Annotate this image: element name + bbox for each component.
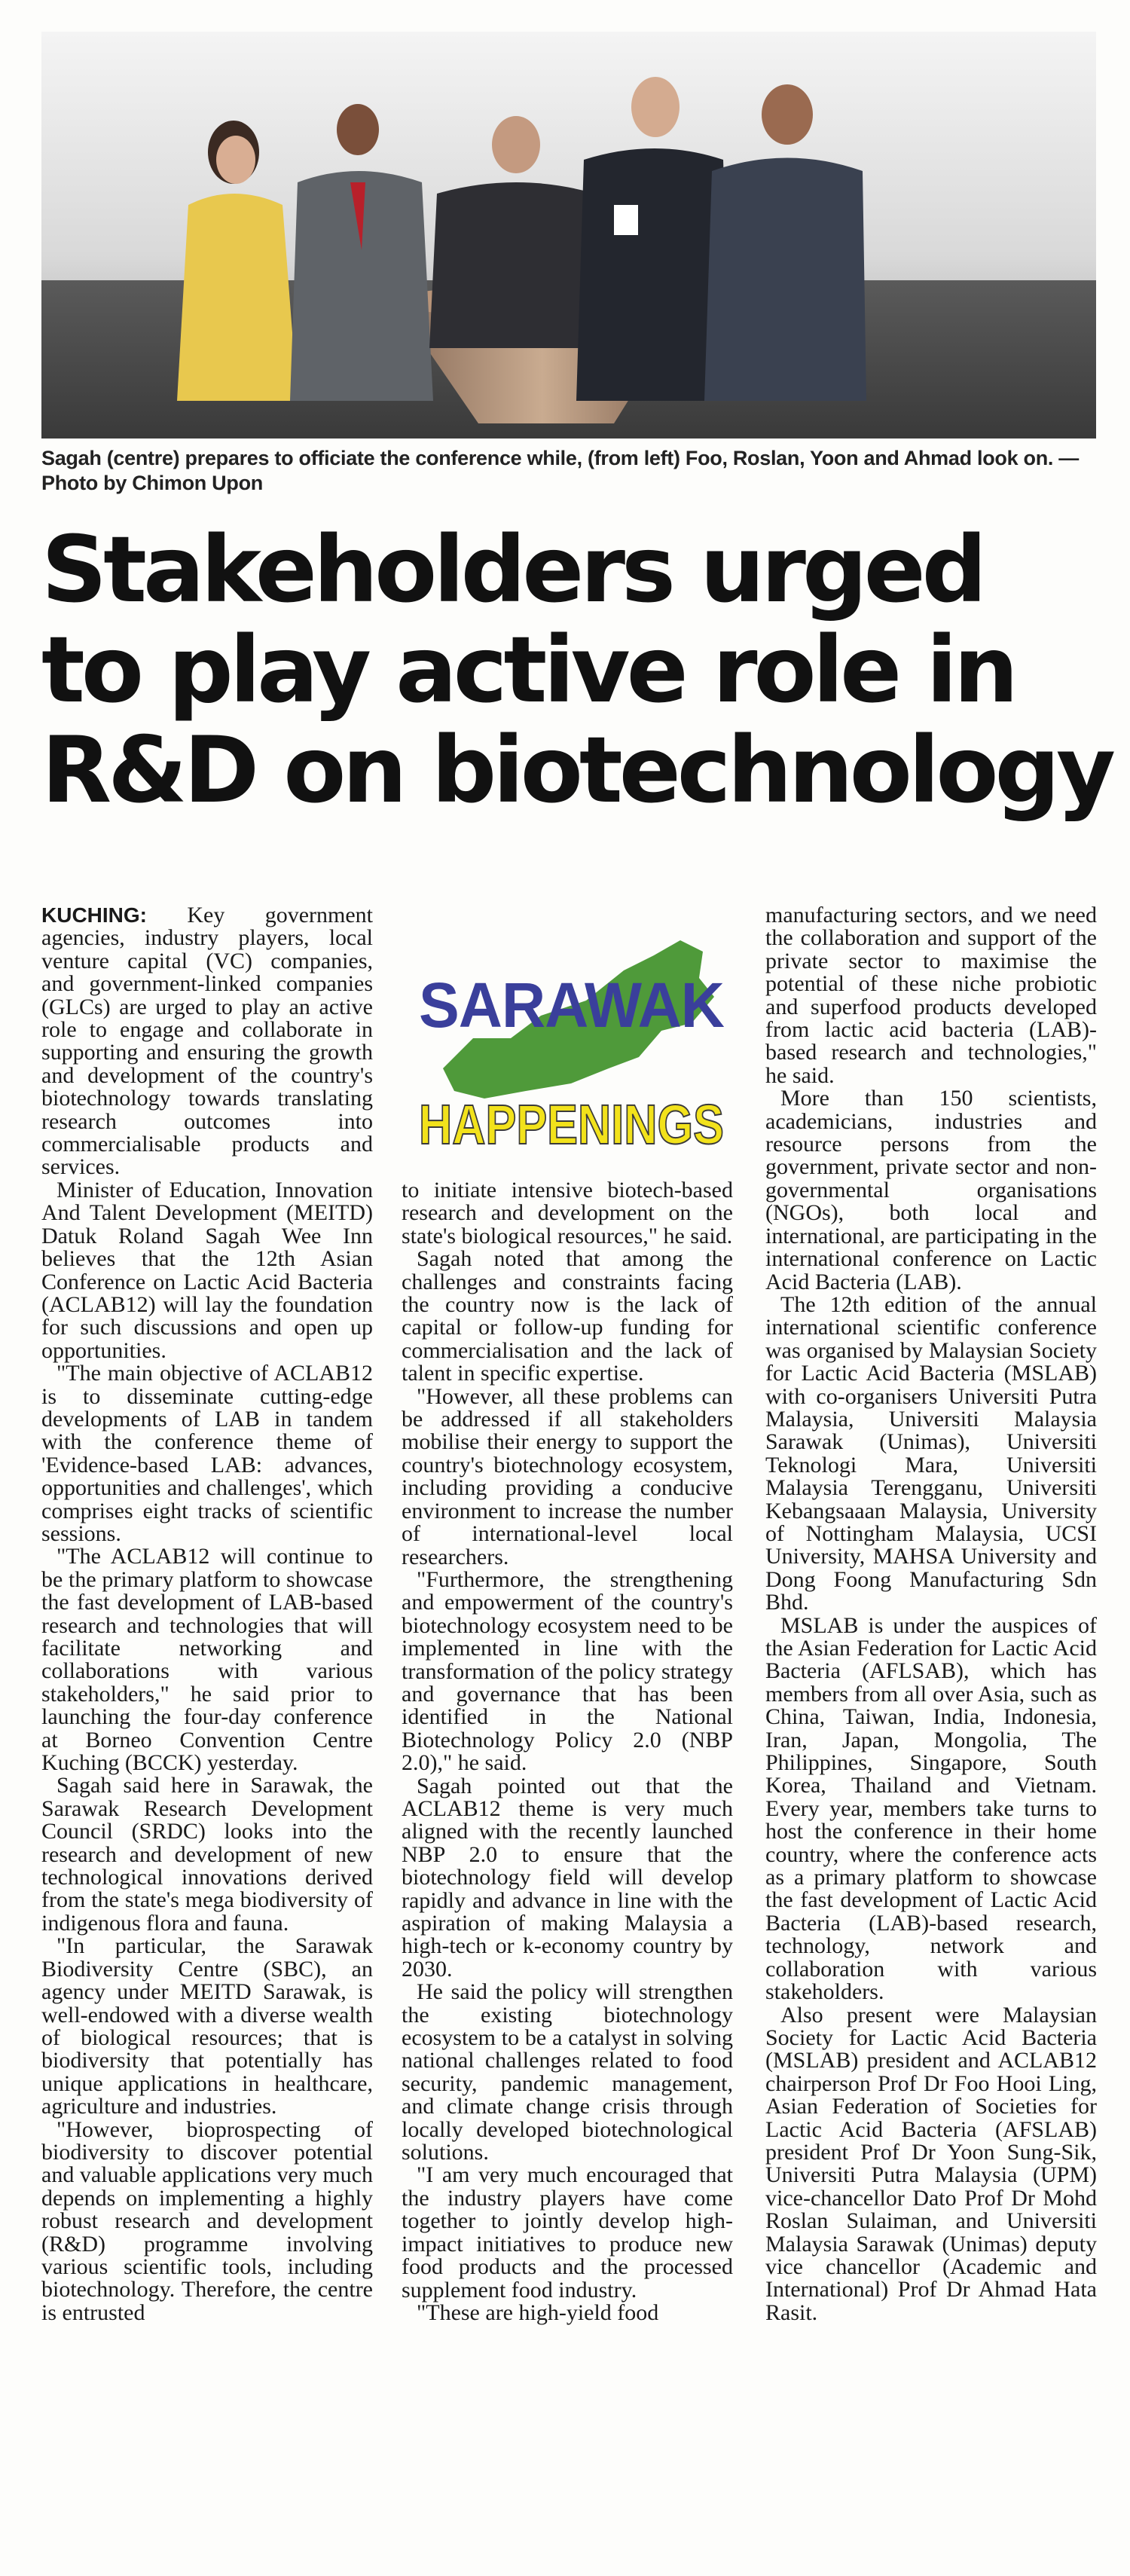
- article-photo: [41, 32, 1096, 439]
- article-paragraph: Sagah pointed out that the ACLAB12 theme is very much aligned with the recently launched NBP 2.0 to ensure that the biotechnology field will develop rapidly and advance in line with the aspiration of making Malaysia a high-tech or k-economy country by 2030.: [402, 1773, 733, 1982]
- article-paragraph: "The ACLAB12 will continue to be the primary platform to showcase the fast development of LAB-based research and technologies that will facilitate networking and collaborations with various stakeholders," he said prior to launching the four-day conference at Borneo Convention Centre Kuching (BCCK) yesterday.: [41, 1544, 373, 1776]
- article-paragraph: "These are high-yield food: [417, 2299, 659, 2325]
- headline-line-2: to play active role in: [41, 617, 1015, 723]
- article-paragraph: "However, all these problems can be addressed if all stakeholders mobilise their energy to support the country's biotechnology ecosystem, including providing a conducive environment to increase the number of international-level local researchers.: [402, 1383, 733, 1569]
- article-paragraph: Sagah said here in Sarawak, the Sarawak Research Development Council (SRDC) looks into the research and development of new technological innovations derived from the state's mega biodiversity of indigenous flora and fauna.: [41, 1773, 373, 1936]
- article-column-1: [41, 904, 373, 2324]
- dateline: KUCHING:: [41, 903, 147, 927]
- sarawak-happenings-logo: [413, 925, 733, 1159]
- logo-word-2: HAPPENINGS: [419, 1093, 724, 1156]
- logo-word-1: SARAWAK: [419, 970, 725, 1040]
- headline-line-3: R&D on biotechnology: [41, 717, 1113, 824]
- article-paragraph: The 12th edition of the annual international scientific conference was organised by Malaysian Society for Lactic Acid Bacteria (MSLAB) with co-organisers Universiti Putra Malaysia, Universiti Malaysia Sarawak (Unimas), Universiti Teknologi Mara, Universiti Malaysia Terengganu, Universiti Kebangsaaan Malaysia, University of Nottingham Malaysia, UCSI University, MAHSA University and Dong Foong Manufacturing Sdn Bhd.: [765, 1291, 1097, 1615]
- article-paragraph: KUCHING: Key government agencies, industry players, local venture capital (VC) companies, and government-linked companies (GLCs) are urged to play an active role to engage and collaborate in supporting and ensuring the growth and development of the country's biotechnology towards translating research outcomes into commercialisable products and services.: [41, 903, 373, 1180]
- article-paragraph: manufacturing sectors, and we need the collaboration and support of the private sector to maximise the potential of these niche probiotic and superfood products developed from lactic acid bacteria (LAB)-based research and technologies," he said.: [765, 903, 1097, 1088]
- article-paragraph: Minister of Education, Innovation And Talent Development (MEITD) Datuk Roland Sagah Wee Inn believes that the 12th Asian Conference on Lactic Acid Bacteria (ACLAB12) will lay the foundation for such discussions and open up opportunities.: [41, 1177, 373, 1363]
- article-paragraph: to initiate intensive biotech-based research and development on the state's biological resources," he said.: [402, 1178, 733, 1248]
- headline-line-1: Stakeholders urged: [41, 517, 984, 623]
- article-paragraph: He said the policy will strengthen the existing biotechnology ecosystem to be a catalyst in solving national challenges related to food security, pandemic management, and climate change crisis through locally developed biotechnological solutions.: [402, 1979, 733, 2165]
- article-paragraph: "Furthermore, the strengthening and empowerment of the country's biotechnology ecosystem need to be implemented in line with the transformation of the policy strategy and governance that has been identified in the National Biotechnology Policy 2.0 (NBP 2.0)," he said.: [402, 1566, 733, 1776]
- headline: [41, 517, 1113, 824]
- article-paragraph: Also present were Malaysian Society for Lactic Acid Bacteria (MSLAB) president and ACLAB12 chairperson Prof Dr Foo Hooi Ling, Asian Federation of Societies for Lactic Acid Bacteria (AFSLAB) president Prof Dr Yoon Sung-Sik, Universiti Putra Malaysia (UPM) vice-chancellor Dato Prof Dr Mohd Roslan Sulaiman, and Universiti Malaysia Sarawak (Unimas) deputy vice chancellor (Academic and International) Prof Dr Ahmad Hata Rasit.: [765, 2002, 1097, 2325]
- photo-caption: Sagah (centre) prepares to officiate the conference while, (from left) Foo, Roslan, Yoon and Ahmad look on. — Photo by Chimon Upon: [41, 447, 1079, 494]
- article-column-2: [402, 1179, 733, 2324]
- article-paragraph: More than 150 scientists, academicians, industries and resource persons from the government, private sector and non-governmental organisations (NGOs), both local and international, are participating in the international conference on Lactic Acid Bacteria (LAB).: [765, 1086, 1097, 1294]
- article-paragraph: Sagah noted that among the challenges and constraints facing the country now is the lack of capital or follow-up funding for commercialisation and the lack of talent in specific expertise.: [402, 1246, 733, 1386]
- article-column-3: [765, 904, 1097, 2324]
- article-paragraph: "However, bioprospecting of biodiversity to discover potential and valuable applications very much depends on implementing a highly robust research and development (R&D) programme involving various scientific tools, including biotechnology. Therefore, the centre is entrusted: [41, 2116, 373, 2325]
- sarawak-map-logo: [413, 925, 733, 1159]
- article-paragraph: MSLAB is under the auspices of the Asian Federation for Lactic Acid Bacteria (AFLSAB), which has members from all over Asia, such as China, Taiwan, India, Indonesia, Iran, Japan, Mongolia, The Philippines, Singapore, South Korea, Thailand and Vietnam. Every year, members take turns to host the conference in their home country, where the conference acts as a primary platform to showcase the fast development of Lactic Acid Bacteria (LAB)-based research, technology, network and collaboration with various stakeholders.: [765, 1612, 1097, 2005]
- article-paragraph: "The main objective of ACLAB12 is to disseminate cutting-edge developments of LAB in tandem with the conference theme of 'Evidence-based LAB: advances, opportunities and challenges', which comprises eight tracks of scientific sessions.: [41, 1361, 373, 1546]
- article-paragraph: "I am very much encouraged that the industry players have come together to jointly develop high-impact initiatives to produce new food products and the processed supplement food industry.: [402, 2162, 733, 2303]
- photo-illustration: [41, 32, 1096, 439]
- article-paragraph: "In particular, the Sarawak Biodiversity Centre (SBC), an agency under MEITD Sarawak, is well-endowed with a diverse wealth of biological resources; that is biodiversity that potentially has unique applications in healthcare, agriculture and industries.: [41, 1933, 373, 2119]
